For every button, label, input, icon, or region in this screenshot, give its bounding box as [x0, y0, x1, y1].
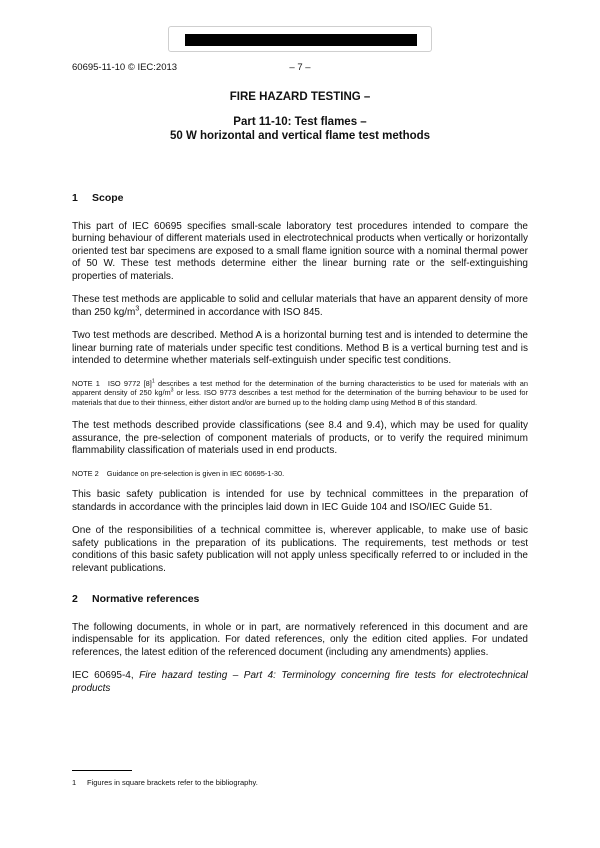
section-heading-normative	[72, 593, 528, 606]
reference-title: Fire hazard testing – Part 4: Terminology concerning fire tests for electrotechnical products	[72, 670, 528, 694]
footnote-ref: 1	[151, 378, 155, 385]
scope-paragraph-4: The test methods described provide classifications (see 8.4 and 9.4), which may be used for quality assurance, the pre-selection of component materials of products, or to verify the required minimum flammability classification of materials used in end products.	[72, 420, 528, 456]
note-label: NOTE 1	[72, 378, 100, 388]
document-title	[0, 90, 600, 143]
section-title: Scope	[92, 192, 124, 204]
redaction-bar	[185, 34, 417, 46]
scope-paragraph-5: This basic safety publication is intended for use by technical committees in the preparation of standards in accordance with the principles laid down in IEC Guide 104 and ISO/IEC Guide 51.	[72, 489, 528, 513]
superscript: 3	[135, 305, 140, 313]
text-run: describes a test method for the determination of the burning characteristics to be used for materials with an apparent density of 250 kg/m	[72, 378, 528, 397]
note-1	[72, 379, 528, 408]
note-label: NOTE 2	[72, 468, 99, 478]
title-subtitle: 50 W horizontal and vertical flame test methods	[169, 130, 431, 142]
note-2	[72, 469, 528, 479]
section-title: Normative references	[92, 593, 200, 605]
text-run: , determined in accordance with ISO 845.	[139, 306, 323, 318]
text-run: Guidance on pre-selection is given in IEC 60695-1-30.	[106, 468, 285, 478]
section-number: 2	[72, 593, 78, 605]
text-run: or less. ISO 9773 describes a test method for the determination of the burning behaviour to be used for materials that due to their thinness, either distort and/or are burned up to the holding clamp using Method B of this standard.	[72, 388, 528, 407]
section-heading-scope	[72, 192, 528, 205]
reference-id: IEC 60695-4,	[72, 670, 140, 681]
normative-paragraph-1: The following documents, in whole or in part, are normatively referenced in this document and are indispensable for its application. For dated references, only the edition cited applies. For undated references, the latest edition of the referenced document (including any amendments) applies.	[72, 621, 528, 658]
text-run: These test methods are applicable to solid and cellular materials that have an apparent density of more than 250 kg/m	[72, 294, 528, 318]
title-part: Part 11-10: Test flames –	[233, 116, 367, 128]
page-number: – 7 –	[289, 62, 311, 73]
scope-paragraph-2	[72, 294, 528, 319]
footnote-number: 1	[72, 778, 77, 787]
footnote-text: Figures in square brackets refer to the bibliography.	[87, 778, 258, 787]
document-body	[72, 192, 528, 695]
title-main: FIRE HAZARD TESTING –	[229, 91, 371, 103]
document-id: 60695-11-10 © IEC:2013	[72, 62, 178, 73]
superscript: 3	[170, 387, 174, 394]
section-number: 1	[72, 192, 78, 204]
scope-paragraph-3: Two test methods are described. Method A is a horizontal burning test and is intended to determine the linear burning rate of materials under specific test conditions. Method B is a vertical burning test and is intended to determine whether materials self-extinguish under specific test conditions.	[72, 330, 528, 366]
footnote	[72, 778, 258, 787]
scope-paragraph-1: This part of IEC 60695 specifies small-scale laboratory test procedures intended to compare the burning behaviour of different materials used in electrotechnical products when vertically or horizontally oriented test bar specimens are exposed to a small flame ignition source with a nominal thermal power of 50 W. These test methods determine either the linear burning rate or the self-extinguishing properties of materials.	[72, 220, 528, 282]
scope-paragraph-6: One of the responsibilities of a technical committee is, wherever applicable, to make use of basic safety publications in the preparation of its publications. The requirements, test methods or test conditions of this basic safety publication will not apply unless specifically referred to or included in the relevant publications.	[72, 525, 528, 574]
text-run: ISO 9772 [8]	[107, 378, 152, 388]
footnote-divider	[72, 770, 132, 771]
normative-reference-1	[72, 670, 528, 695]
redacted-banner	[168, 26, 432, 52]
